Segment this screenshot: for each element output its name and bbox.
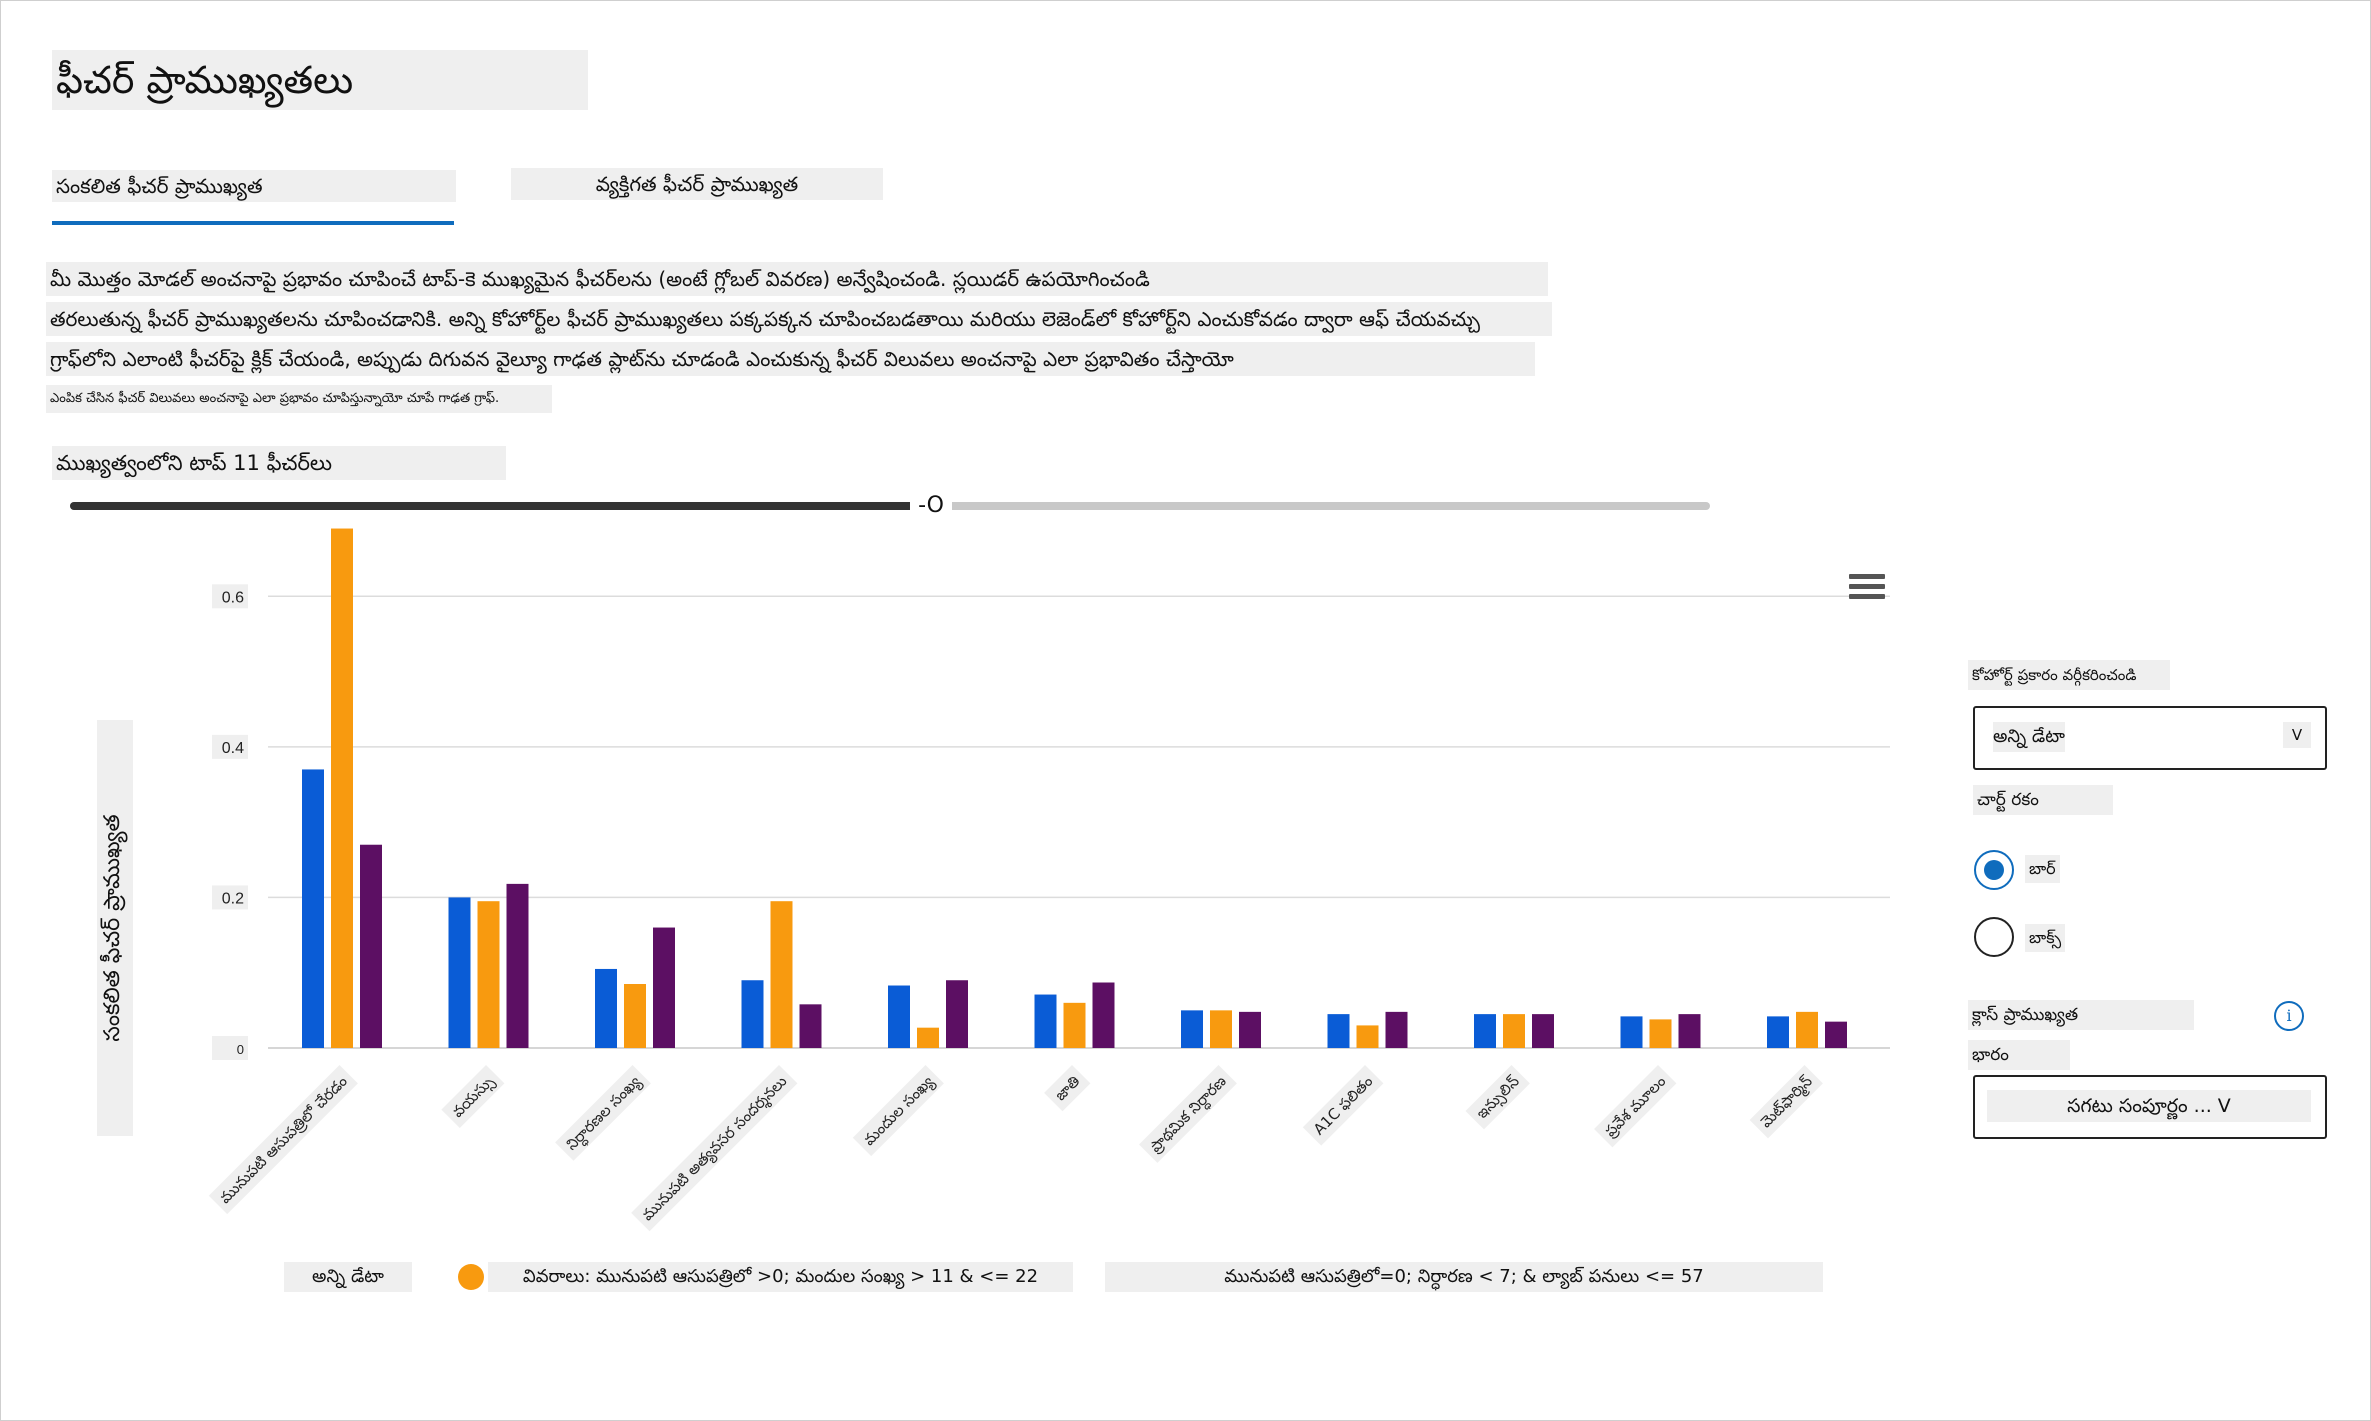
bar[interactable] (1621, 1016, 1643, 1048)
chart-bars (302, 529, 1847, 1048)
y-tick-label: 0.2 (221, 890, 244, 908)
x-tick-label-text: వయస్సు (448, 1072, 498, 1121)
legend-item-all-data[interactable]: అన్ని డేటా (284, 1262, 412, 1292)
x-tick-label[interactable] (631, 1065, 797, 1231)
x-tick-label[interactable] (555, 1065, 651, 1161)
bar[interactable] (888, 986, 910, 1048)
x-tick-label-text: మెట్‌ఫార్మిన్ (1756, 1072, 1816, 1132)
description-line-1: మీ మొత్తం మోడల్ అంచనాపై ప్రభావం చూపించే టాప్-కె ముఖ్యమైన ఫీచర్‌లను (అంటే గ్లోబల్ వివరణ) అన్వేషించండి. స్లయిడర్ ఉపయోగించండి (46, 262, 1548, 296)
bar[interactable] (1474, 1014, 1496, 1048)
bar[interactable] (624, 984, 646, 1048)
bar[interactable] (1093, 983, 1115, 1048)
x-tick-label[interactable] (1303, 1065, 1384, 1146)
bar[interactable] (771, 901, 793, 1048)
x-tick-label-text: నిర్ధారణల సంఖ్య (562, 1072, 644, 1154)
x-tick-label[interactable] (1594, 1065, 1676, 1147)
x-tick-label-text: మునుపటి అత్యవసర సందర్శనలు (638, 1072, 791, 1225)
x-tick-label[interactable] (1044, 1065, 1090, 1111)
info-icon[interactable]: i (2274, 1001, 2304, 1031)
x-tick-label[interactable] (1139, 1065, 1237, 1163)
x-tick-label-text: ప్రాథమిక నిర్ధారణ (1146, 1072, 1230, 1156)
description-line-3: గ్రాఫ్‌లోని ఎలాంటి ఫీచర్‌పై క్లిక్ చేయండి, అప్పుడు దిగువన వైల్యూ గాఢత ప్లాట్‌ను చూడండి ఎంచుకున్న ఫీచర్ విలువలు అంచనాపై ఎలా ప్రభావితం చేస్తాయో (46, 342, 1535, 376)
weight-label: భారం (1968, 1040, 2070, 1070)
chevron-down-icon: V (2283, 722, 2311, 748)
bar[interactable] (1064, 1003, 1086, 1048)
x-tick-label[interactable] (1466, 1065, 1530, 1129)
radio-box-label: బాక్స్ (2025, 924, 2065, 952)
radio-box[interactable] (1974, 917, 2014, 957)
bar[interactable] (331, 529, 353, 1048)
x-tick-label-text: జాతి (1051, 1072, 1084, 1105)
bar[interactable] (800, 1004, 822, 1048)
bar[interactable] (1650, 1019, 1672, 1048)
x-tick-label-text: A1C ఫలితం (1309, 1072, 1377, 1139)
bar[interactable] (302, 769, 324, 1048)
legend-item-cohort-1[interactable]: వివరాలు: మునుపటి ఆసుపత్రిలో >0; మందుల సంఖ్య > 11 & <= 22 (488, 1262, 1073, 1292)
y-tick-label: 0.6 (221, 589, 244, 607)
page-title: ఫీచర్ ప్రాముఖ్యతలు (52, 50, 588, 110)
bar[interactable] (507, 884, 529, 1048)
tab-aggregate-feature-importance[interactable]: సంకలిత ఫీచర్ ప్రాముఖ్యత (52, 170, 456, 202)
bar[interactable] (1767, 1016, 1789, 1048)
chart-type-label: చార్ట్ రకం (1973, 785, 2113, 815)
bar[interactable] (653, 928, 675, 1048)
bar[interactable] (1181, 1010, 1203, 1048)
y-tick-label: 0 (236, 1042, 244, 1057)
legend-item-cohort-2[interactable]: మునుపటి ఆసుపత్రిలో=0; నిర్ధారణ < 7; & ల్యాబ్ పనులు <= 57 (1105, 1262, 1823, 1292)
radio-bar-label: బార్ (2025, 855, 2060, 883)
bar[interactable] (1825, 1022, 1847, 1048)
x-tick-label-text: ప్రవేశ మూలం (1601, 1072, 1670, 1141)
bar[interactable] (1035, 995, 1057, 1048)
bar[interactable] (1210, 1010, 1232, 1048)
x-tick-label[interactable] (1750, 1065, 1823, 1138)
class-importance-label: క్లాస్ ప్రాముఖ్యత (1968, 1000, 2194, 1030)
weight-dropdown-value: సగటు సంపూర్ణం ... V (1987, 1090, 2311, 1122)
x-tick-label[interactable] (441, 1065, 504, 1128)
x-tick-label-text: మునుపటి ఆసుపత్రిలో చేరడం (215, 1072, 351, 1208)
bar[interactable] (946, 980, 968, 1048)
cohort-sort-label: కోహోర్ట్ ప్రకారం వర్గీకరించండి (1968, 660, 2170, 690)
weight-dropdown[interactable] (1973, 1075, 2327, 1139)
cohort-dropdown[interactable] (1973, 706, 2327, 770)
description-line-4: ఎంపిక చేసిన ఫీచర్ విలువలు అంచనాపై ఎలా ప్రభావం చూపిస్తున్నాయో చూపే గాఢత గ్రాఫ్. (46, 385, 552, 413)
bar[interactable] (742, 980, 764, 1048)
x-tick-label-text: ఇన్సులిన్ (1472, 1072, 1523, 1123)
bar[interactable] (478, 901, 500, 1048)
x-tick-label[interactable] (209, 1065, 358, 1214)
bar[interactable] (449, 897, 471, 1048)
tab-individual-feature-importance[interactable]: వ్యక్తిగత ఫీచర్ ప్రాముఖ్యత (511, 168, 883, 200)
x-tick-label-text: మందుల సంఖ్య (859, 1072, 937, 1150)
bar[interactable] (1503, 1014, 1525, 1048)
legend-marker-cohort-1 (458, 1264, 484, 1290)
bar[interactable] (1796, 1012, 1818, 1048)
radio-bar[interactable] (1974, 850, 2014, 890)
y-axis-title (97, 720, 133, 1136)
y-axis-title-text: సంకలిత ఫీచర్ ప్రాముఖ్యత (100, 814, 125, 1042)
bar[interactable] (1532, 1014, 1554, 1048)
bar[interactable] (595, 969, 617, 1048)
bar[interactable] (1239, 1012, 1261, 1048)
x-tick-label[interactable] (853, 1065, 944, 1156)
bar[interactable] (360, 845, 382, 1048)
x-axis-labels (209, 1065, 1823, 1231)
y-tick-label: 0.4 (221, 739, 244, 757)
bar[interactable] (917, 1028, 939, 1048)
bar[interactable] (1386, 1012, 1408, 1048)
cohort-dropdown-value: అన్ని డేటా (1993, 722, 2065, 752)
chart-menu-icon[interactable] (1849, 574, 1885, 604)
bar[interactable] (1328, 1014, 1350, 1048)
slider-thumb[interactable]: -O (910, 490, 952, 522)
description-line-2: తరలుతున్న ఫీచర్ ప్రాముఖ్యతలను చూపించడానికి. అన్ని కోహోర్ట్‌ల ఫీచర్ ప్రాముఖ్యతలు పక్కపక్కన చూపించబడతాయి మరియు లెజెండ్‌లో కోహోర్ట్‌ని ఎంచుకోవడం ద్వారా ఆఫ్ చేయవచ్చు (46, 302, 1552, 336)
bar[interactable] (1679, 1014, 1701, 1048)
y-axis-ticks (212, 584, 248, 1060)
top-features-label: ముఖ్యత్వంలోని టాప్ 11 ఫీచర్‌లు (52, 446, 506, 480)
bar[interactable] (1357, 1025, 1379, 1048)
